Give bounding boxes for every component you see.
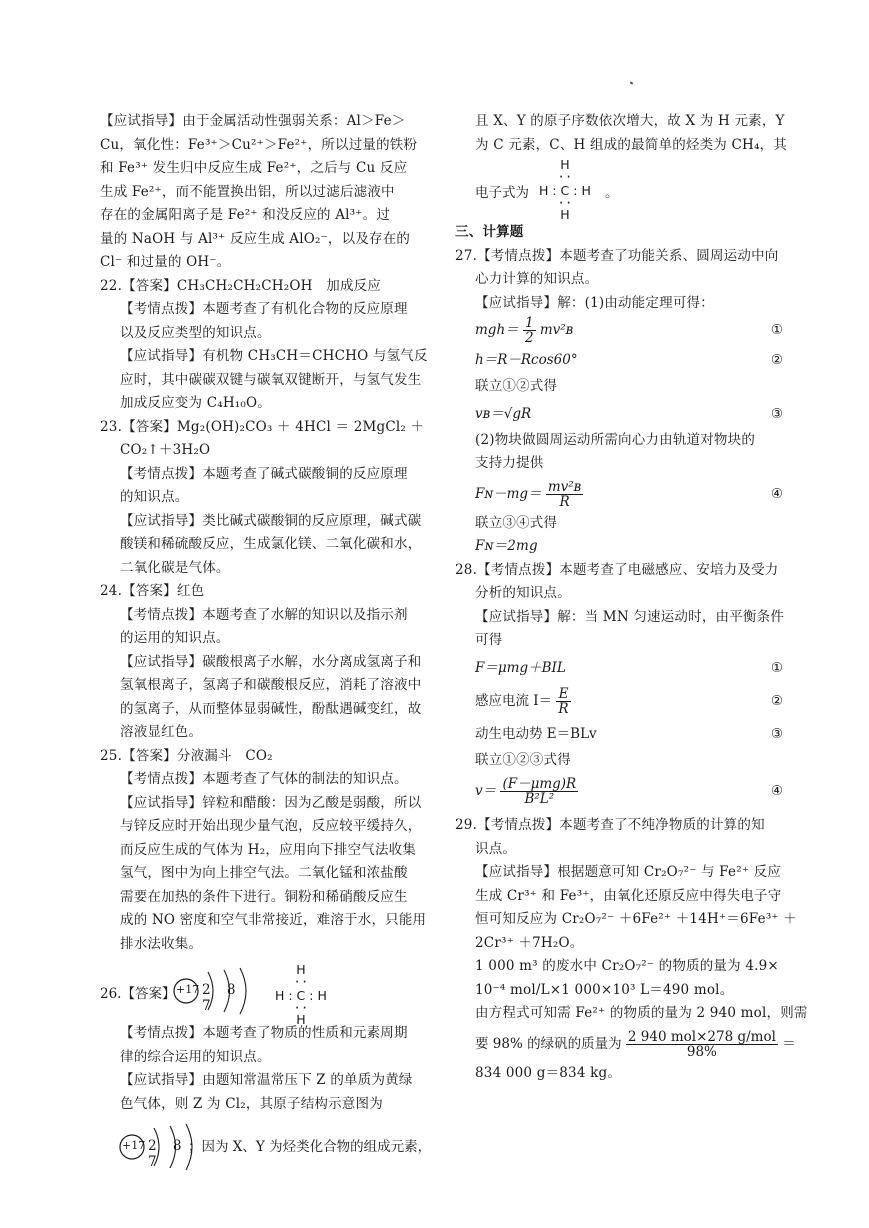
nucleus-charge: +17: [122, 1139, 146, 1152]
text-line: 联立③④式得: [475, 514, 558, 531]
numerator: E: [556, 687, 570, 702]
text-line: 【应试指导】由于金属活动性强弱关系：Al＞Fe＞: [100, 113, 406, 129]
q26-atom-line: [100, 1122, 440, 1168]
scan-speck: [630, 81, 634, 84]
text-line: 【应试指导】根据题意可知 Cr₂O₇²⁻ 与 Fe²⁺ 反应: [475, 864, 782, 880]
text-line: 识点。: [475, 840, 517, 857]
text-line: 需要在加热的条件下进行。铜粉和稀硝酸反应生: [120, 888, 408, 905]
text-line: 【应试指导】锌粒和醋酸：因为乙酸是弱酸，所以: [120, 794, 422, 811]
text-line: 排水法收集。: [120, 935, 203, 952]
mass-equation: [455, 1026, 796, 1062]
text-line: 而反应生成的气体为 H₂，应用向下排空气法收集: [120, 841, 417, 858]
dots-top: ··: [557, 169, 573, 184]
text-line: 与锌反应时开始出现少量气泡，反应较平缓持久，: [120, 818, 422, 834]
left-column: [100, 110, 440, 1168]
text-line: 2Cr³⁺ ＋7H₂O。: [475, 934, 584, 951]
text-line: 和 Fe³⁺ 发生归中反应生成 Fe²⁺，之后与 Cu 反应: [100, 160, 408, 176]
eq-right: ＝: [782, 1035, 796, 1052]
text-line: 溶液显红色。: [120, 724, 203, 740]
text-line: 存在的金属阳离子是 Fe²⁺ 和没反应的 Al³⁺。过: [100, 207, 391, 223]
equation-2: [455, 345, 785, 375]
fraction: [556, 687, 570, 716]
text-line: 二氧化碳是气体。: [120, 559, 230, 576]
q25-block: [100, 745, 440, 957]
text-line: 联立①②式得: [475, 378, 558, 394]
q21-guidance: [100, 110, 440, 275]
equation-number: ③: [770, 725, 783, 742]
text-line: 【考情点拨】本题考查了有机化合物的反应原理: [120, 301, 408, 317]
h-bottom: H: [560, 207, 570, 222]
text-line: 以及反应类型的知识点。: [120, 324, 271, 341]
q26-continued: [455, 110, 788, 222]
text-line: 支持力提供: [475, 455, 544, 471]
text-line: 【应试指导】由题知常温常压下 Z 的单质为黄绿: [120, 1072, 413, 1088]
text-line: 的运用的知识点。: [120, 630, 230, 646]
answer-line: 25.【答案】分液漏斗 CO₂: [100, 747, 273, 764]
text-line: 可得: [475, 632, 503, 648]
equation-number: ①: [770, 322, 783, 338]
equation-1: [455, 653, 785, 683]
electron-shells: 2 8 7: [148, 1138, 188, 1170]
text-line: 【考情点拨】本题考查了水解的知识以及指示剂: [120, 606, 408, 623]
equation-4: [455, 476, 785, 512]
text-line: 分析的知识点。: [475, 585, 571, 601]
fraction: [626, 1030, 778, 1059]
answer-label: 26.【答案】: [100, 986, 176, 1002]
text-line: 应时，其中碳碳双键与碳氧双键断开，与氢气发生: [120, 371, 422, 388]
equation-number: ④: [770, 783, 783, 799]
result-line: 834 000 g＝834 kg。: [475, 1064, 622, 1081]
h-top: H: [296, 962, 306, 977]
result-line: Fɴ＝2mg: [475, 538, 538, 554]
right-column: [455, 110, 808, 1085]
text-line: 【应试指导】解：当 MN 匀速运动时，由平衡条件: [475, 608, 785, 625]
text-line: 律的综合运用的知识点。: [120, 1048, 271, 1065]
text-line: 27.【考情点拨】本题考查了功能关系、圆周运动中向: [455, 247, 779, 264]
text-line: CO₂↑＋3H₂O: [120, 442, 211, 458]
equation-number: ③: [770, 405, 783, 422]
eq-left: 感应电流 I＝: [475, 692, 553, 709]
text-line: 10⁻⁴ mol/L×1 000×10³ L＝490 mol。: [475, 981, 734, 998]
text-line: 28.【考情点拨】本题考查了电磁感应、安培力及受力: [455, 561, 779, 578]
q23-block: [100, 416, 440, 581]
text-line: 酸镁和稀硫酸反应，生成氯化镁、二氧化碳和水，: [120, 536, 422, 552]
equation-number: ②: [770, 352, 783, 368]
q28-block: [455, 559, 785, 811]
equation-3: [455, 399, 785, 429]
text-line: 氢气，图中为向上排空气法。二氧化锰和浓盐酸: [120, 865, 408, 881]
text-line: 生成 Fe²⁺，而不能置换出铝，所以过滤后滤液中: [100, 183, 395, 200]
equation-number: ④: [770, 485, 783, 502]
ch4-e-formula-row: [455, 157, 785, 222]
eq-body: h＝R－Rcos60°: [475, 352, 578, 368]
q27-block: [455, 245, 785, 559]
denominator: R: [559, 493, 570, 510]
cl-atom-diagram: [170, 966, 260, 1014]
nucleus-charge: +17: [176, 983, 200, 996]
text-line: 【考情点拨】本题考查了气体的制法的知识点。: [120, 771, 408, 787]
q22-block: [100, 275, 440, 416]
h-bottom: H: [296, 1012, 306, 1027]
text-line: 为 C 元素，C、H 组成的最简单的烃类为 CH₄，其: [475, 136, 788, 153]
text-line: Cl⁻ 和过量的 OH⁻。: [100, 254, 231, 270]
eq-left: mgh＝: [475, 322, 519, 338]
text-line: 1 000 m³ 的废水中 Cr₂O₇²⁻ 的物质的量为 4.9×: [475, 958, 779, 974]
ch4-electron-formula: [275, 964, 327, 1026]
fraction: [500, 777, 578, 806]
ch4-center-line: H : C : H: [539, 183, 591, 198]
fraction: [546, 480, 583, 509]
dots-top: ··: [293, 974, 309, 989]
section-title: 三、计算题: [455, 224, 524, 240]
text-line: 生成 Cr³⁺ 和 Fe³⁺，由氧化还原反应中得失电子守: [475, 887, 782, 904]
text-line: 由方程式可知需 Fe²⁺ 的物质的量为 2 940 mol，则需: [475, 1005, 808, 1021]
equation-1: [455, 315, 785, 345]
text-line: (2)物块做圆周运动所需向心力由轨道对物块的: [475, 431, 756, 448]
text-line: 心力计算的知识点。: [475, 271, 599, 287]
h-top: H: [560, 157, 570, 172]
eq-left: v＝: [475, 783, 497, 799]
text-line: 的知识点。: [120, 489, 189, 505]
eq-left: 要 98% 的绿矾的质量为: [475, 1035, 622, 1052]
ch4-electron-formula: [539, 159, 591, 221]
answer-line: 23.【答案】Mg₂(OH)₂CO₃ ＋ 4HCl ＝ 2MgCl₂ ＋: [100, 418, 425, 435]
eq-left: Fɴ－mg＝: [475, 485, 542, 502]
text-line: 【应试指导】类比碱式碳酸铜的反应原理，碱式碳: [120, 512, 422, 529]
denominator: R: [558, 700, 569, 717]
answer-line: 22.【答案】CH₃CH₂CH₂CH₂OH 加成反应: [100, 277, 382, 294]
numerator: mv²ʙ: [547, 478, 582, 495]
ch4-center-line: H : C : H: [275, 988, 327, 1003]
text-line: 加成反应变为 C₄H₁₀O。: [120, 395, 271, 411]
denominator: 2: [524, 330, 534, 346]
text-line: 29.【考情点拨】本题考查了不纯净物质的计算的知: [455, 817, 765, 833]
text-line: 色气体，则 Z 为 Cl₂，其原子结构示意图为: [120, 1095, 383, 1112]
q29-block: [455, 814, 808, 1085]
fraction: [523, 316, 536, 345]
q26-answer-row: [100, 962, 440, 1027]
text-line: ；因为 X、Y 为烃类化合物的组成元素，: [188, 1139, 432, 1155]
eq-body: 动生电动势 E＝BLv: [475, 725, 597, 742]
text-line: 恒可知反应为 Cr₂O₇²⁻ ＋6Fe²⁺ ＋14H⁺＝6Fe³⁺ ＋: [475, 911, 797, 927]
denominator: 98%: [686, 1043, 717, 1060]
text-line: 【考情点拨】本题考查了碱式碳酸铜的反应原理: [120, 465, 408, 482]
equation-4: [455, 772, 785, 810]
text-line: 量的 NaOH 与 Al³⁺ 反应生成 AlO₂⁻，以及存在的: [100, 230, 411, 247]
numerator: 1: [524, 315, 534, 331]
equation-3: [455, 719, 785, 749]
text-line: Cu，氧化性：Fe³⁺＞Cu²⁺＞Fe²⁺，所以过量的铁粉: [100, 136, 418, 153]
q24-block: [100, 580, 440, 745]
dots-bottom: ··: [293, 1000, 309, 1015]
q26-block: [100, 964, 440, 1168]
electron-shells: 2 8 7: [202, 982, 242, 1014]
numerator: (F－μmg)R: [502, 776, 577, 792]
dots-bottom: ··: [557, 195, 573, 210]
text-line: 【应试指导】碳酸根离子水解，水分离成氢离子和: [120, 653, 422, 670]
text-line: 【应试指导】解：(1)由动能定理可得：: [475, 294, 714, 311]
e-formula-label: 电子式为: [475, 185, 529, 201]
equation-number: ②: [770, 692, 783, 709]
answer-line: 24.【答案】红色: [100, 583, 205, 599]
text-line: 【应试指导】有机物 CH₃CH＝CHCHO 与氢气反: [120, 348, 428, 364]
text-line: 的氢离子，从而整体显弱碱性，酚酞遇碱变红，故: [120, 700, 422, 717]
text-line: 联立①②③式得: [475, 751, 571, 768]
denominator: B²L²: [524, 791, 555, 807]
e-formula-end: 。: [605, 185, 619, 201]
text-line: 【考情点拨】本题考查了物质的性质和元素周期: [120, 1025, 408, 1041]
eq-right: mv²ʙ: [539, 322, 574, 338]
eq-body: F＝μmg＋BIL: [475, 659, 566, 676]
text-line: 氢氧根离子，氢离子和碳酸根反应，消耗了溶液中: [120, 677, 422, 693]
text-line: 且 X、Y 的原子序数依次增大，故 X 为 H 元素，Y: [475, 113, 785, 129]
text-line: 成的 NO 密度和空气非常接近，难溶于水，只能用: [120, 912, 427, 928]
eq-body: vʙ＝√gR: [475, 405, 532, 422]
numerator: 2 940 mol×278 g/mol: [627, 1028, 776, 1045]
equation-2: [455, 683, 785, 719]
equation-number: ①: [770, 659, 783, 676]
